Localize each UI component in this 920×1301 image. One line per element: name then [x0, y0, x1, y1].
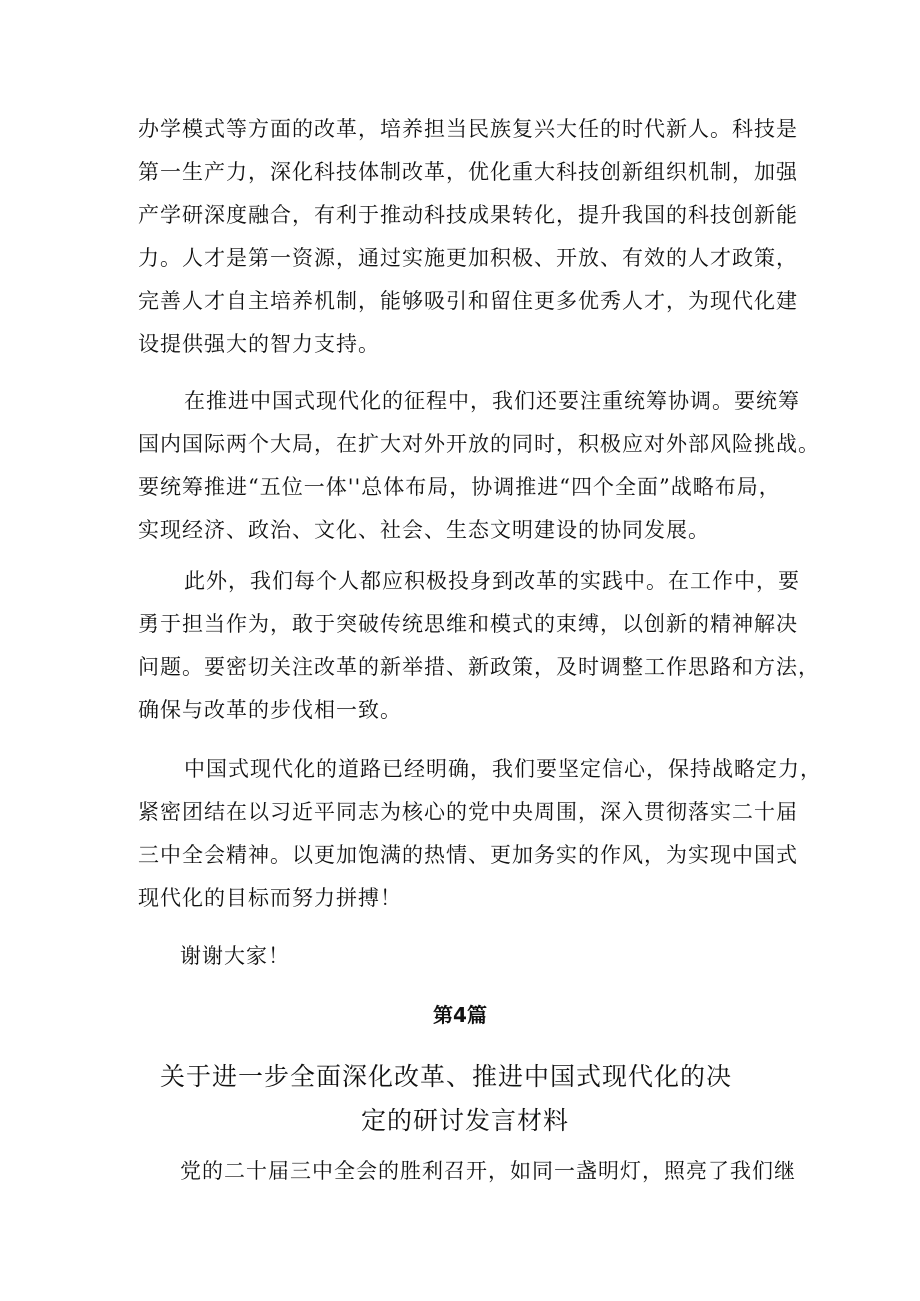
text-line: 在推进中国式现代化的征程中，我们还要注重统筹协调。要统筹 — [184, 389, 800, 413]
text-line: 设提供强大的智力支持。 — [138, 332, 380, 356]
text-line: 完善人才自主培养机制，能够吸引和留住更多优秀人才，为现代化建 — [138, 289, 798, 313]
text-line: 问题。要密切关注改革的新举措、新政策，及时调整工作思路和方法， — [138, 655, 820, 679]
text-line: 实现经济、政治、文化、社会、生态文明建设的协同发展。 — [138, 518, 710, 542]
text-line: 此外，我们每个人都应积极投身到改革的实践中。在工作中，要 — [184, 569, 800, 593]
document-title — [160, 1055, 770, 1143]
title-line: 关于进一步全面深化改革、推进中国式现代化的决 — [160, 1062, 733, 1091]
paragraph-3 — [138, 560, 820, 732]
text-line: 要统筹推进“五位一体''总体布局，协调推进“四个全面”战略布局， — [138, 475, 781, 499]
text-line: 力。人才是第一资源，通过实施更加积极、开放、有效的人才政策， — [138, 246, 798, 270]
text-line: 产学研深度融合，有利于推动科技成果转化，提升我国的科技创新能 — [138, 203, 798, 227]
text-line: 第一生产力，深化科技体制改革，优化重大科技创新组织机制，加强 — [138, 160, 798, 184]
text-line: 谢谢大家！ — [180, 944, 290, 968]
text-line: 国内国际两个大局，在扩大对外开放的同时，积极应对外部风险挑战。 — [138, 432, 820, 456]
text-line: 紧密团结在以习近平同志为核心的党中央周围，深入贯彻落实二十届 — [138, 800, 798, 824]
paragraph-1 — [138, 108, 798, 366]
text-line: 办学模式等方面的改革，培养担当民族复兴大任的时代新人。科技是 — [138, 117, 798, 141]
paragraph-4 — [138, 748, 822, 920]
paragraph-2 — [138, 380, 820, 552]
paragraph-final — [138, 1150, 798, 1193]
paragraph-closing — [138, 935, 798, 978]
title-line: 定的研讨发言材料 — [360, 1106, 569, 1135]
text-line: 勇于担当作为，敢于突破传统思维和模式的束缚，以创新的精神解决 — [138, 612, 798, 636]
text-line: 三中全会精神。以更加饱满的热情、更加务实的作风，为实现中国式 — [138, 843, 798, 867]
text-line: 中国式现代化的道路已经明确，我们要坚定信心，保持战略定力， — [184, 757, 822, 781]
text-line: 确保与改革的步伐相一致。 — [138, 698, 402, 722]
section-label: 第4篇 — [433, 1003, 487, 1027]
text-line: 现代化的目标而努力拼搏！ — [138, 886, 402, 910]
text-line: 党的二十届三中全会的胜利召开，如同一盏明灯，照亮了我们继 — [180, 1159, 796, 1183]
